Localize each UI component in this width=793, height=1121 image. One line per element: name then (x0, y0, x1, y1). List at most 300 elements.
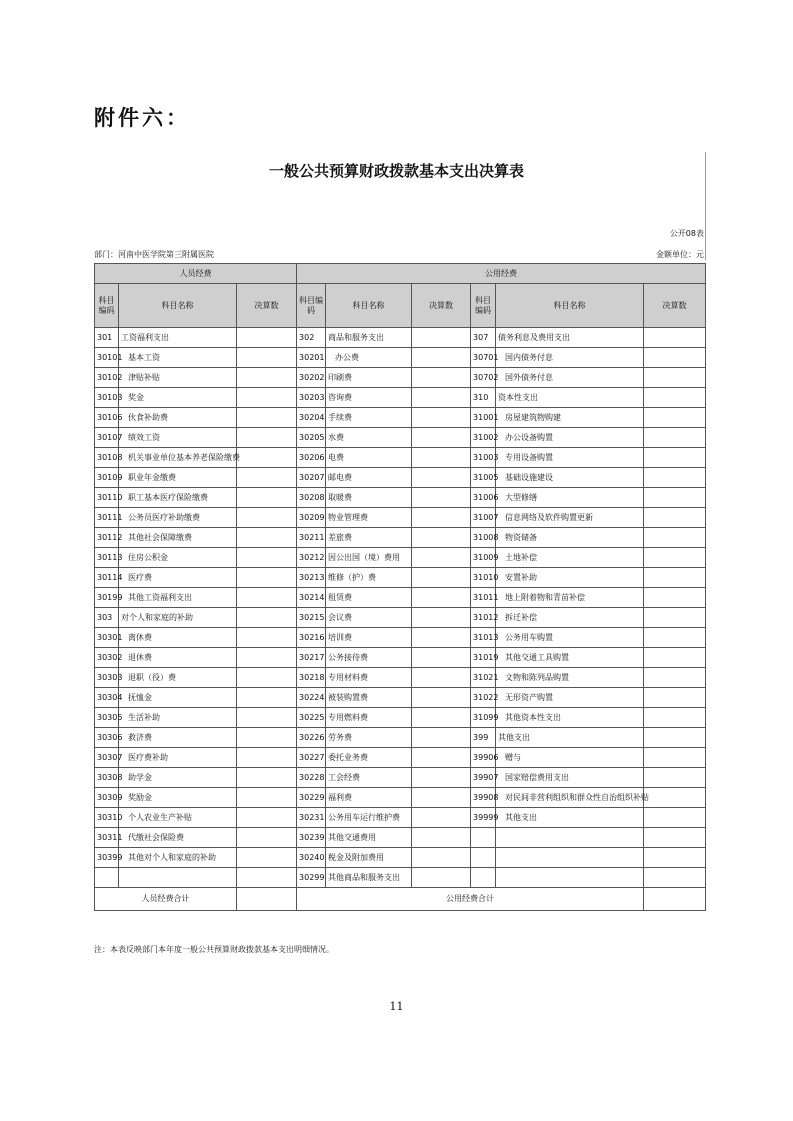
amount-cell (237, 408, 297, 428)
amount-cell (237, 488, 297, 508)
subject-name: 大型修缮 (496, 488, 644, 508)
subject-code: 30107 (95, 428, 119, 448)
totals-row (95, 888, 706, 911)
subject-code: 30106 (95, 408, 119, 428)
subject-code: 30102 (95, 368, 119, 388)
amount-cell (237, 508, 297, 528)
amount-cell (644, 348, 706, 368)
amount-cell (412, 868, 471, 888)
table-row (95, 828, 706, 848)
amount-cell (237, 368, 297, 388)
subject-code: 30211 (297, 528, 326, 548)
subject-code: 31010 (471, 568, 496, 588)
subject-name: 因公出国（境）费用 (326, 548, 412, 568)
subject-code: 31099 (471, 708, 496, 728)
subject-code: 39908 (471, 788, 496, 808)
subject-name: 基本工资 (119, 348, 237, 368)
group-personnel: 人员经费 (95, 264, 297, 284)
subject-name: 专用材料费 (326, 668, 412, 688)
col-code-3: 科目编码 (471, 284, 496, 328)
subject-code: 30309 (95, 788, 119, 808)
subject-code: 30114 (95, 568, 119, 588)
table-row (95, 648, 706, 668)
table-row (95, 708, 706, 728)
subject-code: 30205 (297, 428, 326, 448)
page-number: 11 (389, 1000, 404, 1013)
amount-cell (237, 428, 297, 448)
amount-cell (412, 328, 471, 348)
subject-code: 30299 (297, 868, 326, 888)
subject-name: 办公费 (326, 348, 412, 368)
subject-code: 30103 (95, 388, 119, 408)
subject-code: 31013 (471, 628, 496, 648)
subject-name: 印刷费 (326, 368, 412, 388)
subject-code: 301 (95, 328, 119, 348)
amount-cell (412, 648, 471, 668)
amount-cell (237, 528, 297, 548)
subject-code: 30216 (297, 628, 326, 648)
table-row (95, 668, 706, 688)
amount-cell (644, 768, 706, 788)
amount-cell (412, 608, 471, 628)
table-row (95, 388, 706, 408)
subject-name: 抚恤金 (119, 688, 237, 708)
col-name-3: 科目名称 (496, 284, 644, 328)
subject-code: 31012 (471, 608, 496, 628)
subject-name: 差旅费 (326, 528, 412, 548)
amount-cell (237, 388, 297, 408)
table-row (95, 608, 706, 628)
personnel-total-amount (237, 888, 297, 911)
amount-cell (412, 688, 471, 708)
subject-name: 退休费 (119, 648, 237, 668)
subject-code: 31011 (471, 588, 496, 608)
currency-unit-label: 金额单位：元 (656, 250, 704, 259)
subject-name: 工资福利支出 (119, 328, 237, 348)
subject-code: 31019 (471, 648, 496, 668)
subject-code: 30231 (297, 808, 326, 828)
table-row (95, 548, 706, 568)
subject-code: 30113 (95, 548, 119, 568)
amount-cell (644, 528, 706, 548)
subject-name: 代缴社会保险费 (119, 828, 237, 848)
amount-cell (644, 388, 706, 408)
subject-name: 办公设备购置 (496, 428, 644, 448)
subject-name: 公务员医疗补助缴费 (119, 508, 237, 528)
subject-name: 基础设施建设 (496, 468, 644, 488)
amount-cell (237, 808, 297, 828)
amount-cell (644, 688, 706, 708)
subject-code: 302 (297, 328, 326, 348)
amount-cell (644, 648, 706, 668)
subject-code: 30203 (297, 388, 326, 408)
subject-code: 30218 (297, 668, 326, 688)
subject-name: 物资储备 (496, 528, 644, 548)
amount-cell (237, 708, 297, 728)
subject-code: 31003 (471, 448, 496, 468)
subject-name: 水费 (326, 428, 412, 448)
subject-code: 30311 (95, 828, 119, 848)
table-title: 一般公共预算财政拨款基本支出决算表 (268, 162, 524, 180)
subject-code: 30306 (95, 728, 119, 748)
subject-name: 个人农业生产补贴 (119, 808, 237, 828)
amount-cell (412, 368, 471, 388)
subject-name (496, 868, 644, 888)
subject-name: 绩效工资 (119, 428, 237, 448)
subject-code: 30109 (95, 468, 119, 488)
subject-code: 30214 (297, 588, 326, 608)
subject-name: 医疗费 (119, 568, 237, 588)
attachment-heading: 附件六： (94, 105, 190, 130)
amount-cell (644, 548, 706, 568)
amount-cell (644, 808, 706, 828)
subject-code: 30213 (297, 568, 326, 588)
subject-name: 对民间非营利组织和群众性自治组织补贴 (496, 788, 644, 808)
col-amount-1: 决算数 (237, 284, 297, 328)
table-body (95, 264, 706, 911)
subject-name: 生活补助 (119, 708, 237, 728)
subject-name: 邮电费 (326, 468, 412, 488)
subject-code (471, 828, 496, 848)
subject-name (496, 828, 644, 848)
subject-code: 30308 (95, 768, 119, 788)
subject-name: 电费 (326, 448, 412, 468)
personnel-total-label: 人员经费合计 (95, 888, 237, 911)
table-row (95, 868, 706, 888)
department-label: 部门：河南中医学院第三附属医院 (94, 250, 214, 259)
amount-cell (644, 588, 706, 608)
amount-cell (644, 628, 706, 648)
amount-cell (644, 508, 706, 528)
amount-cell (412, 768, 471, 788)
amount-cell (412, 348, 471, 368)
subject-name: 机关事业单位基本养老保险缴费 (119, 448, 237, 468)
subject-code: 30240 (297, 848, 326, 868)
subject-code: 39999 (471, 808, 496, 828)
subject-code: 30307 (95, 748, 119, 768)
subject-name: 手续费 (326, 408, 412, 428)
amount-cell (237, 648, 297, 668)
column-header-row (95, 284, 706, 328)
amount-cell (237, 348, 297, 368)
subject-code: 30217 (297, 648, 326, 668)
table-row (95, 448, 706, 468)
subject-name: 助学金 (119, 768, 237, 788)
table-row (95, 508, 706, 528)
subject-name: 安置补助 (496, 568, 644, 588)
subject-code: 30225 (297, 708, 326, 728)
group-header-row (95, 264, 706, 284)
amount-cell (237, 328, 297, 348)
subject-name: 其他资本性支出 (496, 708, 644, 728)
subject-name: 住房公积金 (119, 548, 237, 568)
subject-code: 30303 (95, 668, 119, 688)
amount-cell (412, 728, 471, 748)
subject-code: 30302 (95, 648, 119, 668)
table-row (95, 728, 706, 748)
subject-code: 30227 (297, 748, 326, 768)
table-row (95, 768, 706, 788)
amount-cell (644, 848, 706, 868)
amount-cell (412, 508, 471, 528)
subject-name: 会议费 (326, 608, 412, 628)
amount-cell (644, 608, 706, 628)
subject-name: 拆迁补偿 (496, 608, 644, 628)
amount-cell (644, 488, 706, 508)
subject-name: 津贴补贴 (119, 368, 237, 388)
form-number: 公开08表 (669, 229, 704, 238)
subject-code: 30101 (95, 348, 119, 368)
subject-name: 租赁费 (326, 588, 412, 608)
amount-cell (412, 848, 471, 868)
expenditure-table (94, 263, 706, 911)
subject-code: 303 (95, 608, 119, 628)
subject-code: 31022 (471, 688, 496, 708)
amount-cell (237, 608, 297, 628)
amount-cell (644, 448, 706, 468)
subject-name: 委托业务费 (326, 748, 412, 768)
subject-name: 奖金 (119, 388, 237, 408)
table-row (95, 468, 706, 488)
group-public: 公用经费 (297, 264, 706, 284)
subject-code (95, 868, 119, 888)
subject-name: 无形资产购置 (496, 688, 644, 708)
public-total-label: 公用经费合计 (297, 888, 644, 911)
amount-cell (412, 568, 471, 588)
table-row (95, 428, 706, 448)
subject-code: 30304 (95, 688, 119, 708)
table-row (95, 328, 706, 348)
subject-code: 30209 (297, 508, 326, 528)
subject-name: 国内债务付息 (496, 348, 644, 368)
subject-code (471, 848, 496, 868)
amount-cell (237, 468, 297, 488)
subject-code: 30112 (95, 528, 119, 548)
subject-name: 信息网络及软件购置更新 (496, 508, 644, 528)
subject-name: 奖励金 (119, 788, 237, 808)
subject-code: 31007 (471, 508, 496, 528)
subject-name: 公务接待费 (326, 648, 412, 668)
table-row (95, 788, 706, 808)
subject-name: 国家赔偿费用支出 (496, 768, 644, 788)
subject-name: 其他交通费用 (326, 828, 412, 848)
amount-cell (237, 748, 297, 768)
subject-name (496, 848, 644, 868)
subject-code: 30228 (297, 768, 326, 788)
amount-cell (644, 728, 706, 748)
subject-code: 30310 (95, 808, 119, 828)
subject-code: 30111 (95, 508, 119, 528)
amount-cell (412, 388, 471, 408)
amount-cell (644, 428, 706, 448)
table-row (95, 588, 706, 608)
subject-name: 其他工资福利支出 (119, 588, 237, 608)
subject-name: 咨询费 (326, 388, 412, 408)
subject-code: 31008 (471, 528, 496, 548)
amount-cell (412, 788, 471, 808)
subject-name: 其他交通工具购置 (496, 648, 644, 668)
subject-code: 31001 (471, 408, 496, 428)
amount-cell (412, 448, 471, 468)
subject-name: 税金及附加费用 (326, 848, 412, 868)
subject-code: 307 (471, 328, 496, 348)
subject-name: 赠与 (496, 748, 644, 768)
amount-cell (644, 668, 706, 688)
amount-cell (412, 548, 471, 568)
table-row (95, 488, 706, 508)
subject-name: 维修（护）费 (326, 568, 412, 588)
subject-code: 31021 (471, 668, 496, 688)
amount-cell (412, 668, 471, 688)
amount-cell (237, 768, 297, 788)
subject-code: 30208 (297, 488, 326, 508)
subject-code (471, 868, 496, 888)
subject-name (119, 868, 237, 888)
amount-cell (412, 828, 471, 848)
subject-code: 30215 (297, 608, 326, 628)
subject-code: 39907 (471, 768, 496, 788)
subject-code: 30206 (297, 448, 326, 468)
amount-cell (644, 828, 706, 848)
table-row (95, 568, 706, 588)
amount-cell (644, 868, 706, 888)
subject-name: 房屋建筑物购建 (496, 408, 644, 428)
subject-name: 其他支出 (496, 808, 644, 828)
amount-cell (412, 808, 471, 828)
subject-name: 伙食补助费 (119, 408, 237, 428)
subject-code: 30202 (297, 368, 326, 388)
subject-name: 被装购置费 (326, 688, 412, 708)
amount-cell (644, 568, 706, 588)
amount-cell (237, 628, 297, 648)
subject-name: 救济费 (119, 728, 237, 748)
subject-code: 30204 (297, 408, 326, 428)
amount-cell (412, 528, 471, 548)
subject-name: 福利费 (326, 788, 412, 808)
subject-code: 31009 (471, 548, 496, 568)
amount-cell (412, 628, 471, 648)
subject-code: 30108 (95, 448, 119, 468)
subject-name: 公务用车购置 (496, 628, 644, 648)
subject-name: 文物和陈列品购置 (496, 668, 644, 688)
public-total-amount (644, 888, 706, 911)
subject-code: 30212 (297, 548, 326, 568)
subject-code: 31006 (471, 488, 496, 508)
subject-code: 30702 (471, 368, 496, 388)
subject-name: 债务利息及费用支出 (496, 328, 644, 348)
subject-code: 310 (471, 388, 496, 408)
subject-name: 劳务费 (326, 728, 412, 748)
subject-name: 专用设备购置 (496, 448, 644, 468)
amount-cell (644, 328, 706, 348)
table-row (95, 748, 706, 768)
amount-cell (237, 728, 297, 748)
amount-cell (644, 468, 706, 488)
table-row (95, 808, 706, 828)
table-row (95, 348, 706, 368)
subject-code: 399 (471, 728, 496, 748)
subject-name: 工会经费 (326, 768, 412, 788)
subject-name: 专用燃料费 (326, 708, 412, 728)
amount-cell (644, 368, 706, 388)
amount-cell (237, 828, 297, 848)
subject-name: 其他商品和服务支出 (326, 868, 412, 888)
subject-name: 物业管理费 (326, 508, 412, 528)
subject-name: 资本性支出 (496, 388, 644, 408)
amount-cell (412, 408, 471, 428)
amount-cell (237, 448, 297, 468)
subject-name: 职工基本医疗保险缴费 (119, 488, 237, 508)
subject-code: 39906 (471, 748, 496, 768)
subject-name: 离休费 (119, 628, 237, 648)
amount-cell (237, 788, 297, 808)
subject-name: 取暖费 (326, 488, 412, 508)
amount-cell (412, 588, 471, 608)
subject-code: 30199 (95, 588, 119, 608)
subject-name: 其他社会保障缴费 (119, 528, 237, 548)
subject-code: 30207 (297, 468, 326, 488)
subject-code: 30305 (95, 708, 119, 728)
col-amount-2: 决算数 (412, 284, 471, 328)
subject-name: 退职（役）费 (119, 668, 237, 688)
col-code-1: 科目编码 (95, 284, 119, 328)
amount-cell (412, 468, 471, 488)
amount-cell (644, 748, 706, 768)
amount-cell (644, 788, 706, 808)
amount-cell (237, 688, 297, 708)
col-code-2: 科目编码 (297, 284, 326, 328)
amount-cell (237, 588, 297, 608)
subject-name: 医疗费补助 (119, 748, 237, 768)
subject-code: 30701 (471, 348, 496, 368)
table-row (95, 368, 706, 388)
subject-name: 其他支出 (496, 728, 644, 748)
subject-code: 30201 (297, 348, 326, 368)
col-name-1: 科目名称 (119, 284, 237, 328)
table-row (95, 628, 706, 648)
subject-code: 30224 (297, 688, 326, 708)
amount-cell (237, 868, 297, 888)
subject-code: 30301 (95, 628, 119, 648)
table-note: 注：本表反映部门本年度一般公共预算财政拨款基本支出明细情况。 (94, 945, 334, 954)
amount-cell (412, 428, 471, 448)
col-amount-3: 决算数 (644, 284, 706, 328)
subject-name: 公务用车运行维护费 (326, 808, 412, 828)
amount-cell (237, 668, 297, 688)
amount-cell (644, 408, 706, 428)
subject-code: 30226 (297, 728, 326, 748)
amount-cell (412, 488, 471, 508)
subject-name: 土地补偿 (496, 548, 644, 568)
col-name-2: 科目名称 (326, 284, 412, 328)
subject-name: 职业年金缴费 (119, 468, 237, 488)
subject-name: 地上附着物和青苗补偿 (496, 588, 644, 608)
table-row (95, 688, 706, 708)
subject-code: 31005 (471, 468, 496, 488)
subject-code: 30399 (95, 848, 119, 868)
table-row (95, 408, 706, 428)
subject-name: 对个人和家庭的补助 (119, 608, 237, 628)
subject-code: 31002 (471, 428, 496, 448)
subject-code: 30229 (297, 788, 326, 808)
amount-cell (237, 848, 297, 868)
amount-cell (412, 748, 471, 768)
amount-cell (237, 548, 297, 568)
subject-name: 国外债务付息 (496, 368, 644, 388)
subject-name: 其他对个人和家庭的补助 (119, 848, 237, 868)
amount-cell (412, 708, 471, 728)
table-row (95, 848, 706, 868)
